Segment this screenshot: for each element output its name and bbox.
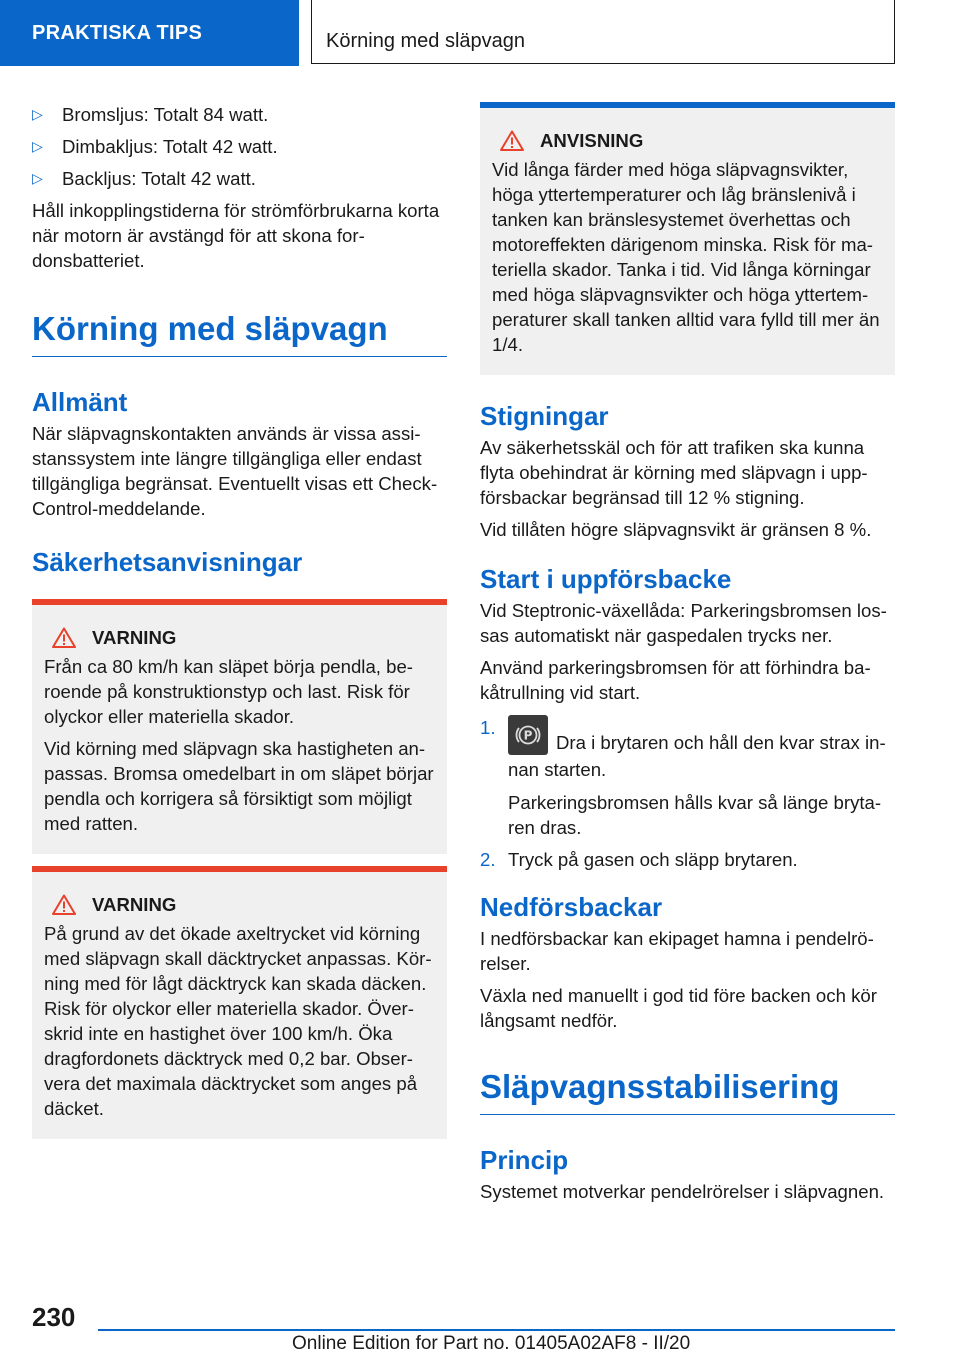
notice-text: Vid långa färder med höga släpvagnsvikter, höga yttertemperaturer och låg bränslenivå i tanken kan bränslesystemet överhettas och motoreffekten därigenom minska. Risk för materiella skador. Tanka i tid. Vid långa körningar med höga släpvagnsvikter och höga yttertemperaturer skall tanken alltid vara fylld till mer än 1/4. [492, 159, 880, 355]
inclines-paragraph: Av säkerhetsskäl och för att trafiken ska kunna flyta obehindrat är körning med släpvagn i uppförsbackar begränsad till 12 % stigning. [480, 437, 868, 508]
list-item [480, 715, 895, 840]
svg-text:P: P [523, 728, 533, 743]
warning-text: Vid körning med släpvagn ska hastigheten anpassas. Bromsa omedelbart in om släpet börjar pendla och korrigera så försiktigt som möjligt med ratten. [44, 738, 434, 834]
step-list [480, 715, 895, 872]
heading-principle: Princip [480, 1145, 569, 1175]
parking-brake-icon [508, 715, 548, 755]
hill-start-paragraph: Använd parkeringsbromsen för att förhindra bakåtrullning vid start. [480, 657, 871, 703]
warning-text: Från ca 80 km/h kan släpet börja pendla, beroende på konstruktionstyp och last. Risk för olyckor eller materiella skador. [44, 656, 413, 727]
triangle-right-icon: ▷ [32, 138, 43, 154]
downhill-paragraph: I nedförsbackar kan ekipaget hamna i pendelrörelser. [480, 928, 874, 974]
heading-general: Allmänt [32, 387, 128, 417]
page-header [0, 0, 960, 66]
inclines-paragraph: Vid tillåten högre släpvagnsvikt är gränsen 8 %. [480, 519, 872, 540]
section-heading-stabilisation: Släpvagnsstabilisering [480, 1067, 895, 1115]
step-text: Tryck på gasen och släpp brytaren. [508, 849, 798, 870]
step-number: 2. [480, 849, 496, 870]
heading-safety: Säkerhetsanvisningar [32, 547, 303, 577]
step-text: Dra i brytaren och håll den kvar strax innan starten. [508, 732, 886, 780]
heading-hill-start: Start i uppförsbacke [480, 564, 732, 594]
warning-box [32, 866, 447, 1139]
notice-label: ANVISNING [540, 130, 644, 151]
lamp-list [32, 102, 447, 191]
heading-downhill: Nedförsbackar [480, 892, 663, 922]
step-number: 1. [480, 717, 496, 738]
general-paragraph: När släpvagnskontakten används är vissa assistanssystem inte längre tillgängliga eller endast tillgängliga begränsat. Eventuellt visas ett Check-Control-meddelande. [32, 423, 438, 519]
list-item [480, 847, 895, 872]
right-column [480, 102, 895, 1204]
chapter-title: Körning med släpvagn [311, 0, 895, 64]
principle-paragraph: Systemet motverkar pendelrörelser i släpvagnen. [480, 1181, 885, 1202]
warning-label: VARNING [92, 894, 177, 915]
triangle-right-icon: ▷ [32, 106, 43, 122]
triangle-right-icon: ▷ [32, 170, 43, 186]
warning-triangle-icon [52, 627, 76, 648]
list-item: ▷ Dimbakljus: Totalt 42 watt. [32, 136, 278, 157]
heading-inclines: Stigningar [480, 401, 609, 431]
edition-text: Online Edition for Part no. 01405A02AF8 - II/20 [292, 1333, 691, 1354]
hill-start-paragraph: Vid Steptronic-växellåda: Parkeringsbromsen lossas automatiskt när gaspedalen trycks ner. [480, 600, 887, 646]
downhill-paragraph: Växla ned manuellt i god tid före backen och kör långsamt nedför. [480, 985, 877, 1031]
section-heading-trailer: Körning med släpvagn [32, 309, 447, 357]
warning-text: På grund av det ökade axeltrycket vid körning med släpvagn skall däcktrycket anpassas. Körning med för lågt däcktryck kan skada däcken. Risk för olyckor eller materiella skador. Överskrid inte en hastighet över 100 km/h. Öka dragfordonets däcktryck med 0,2 bar. Observera det maximala däcktrycket som anges på däcket. [44, 923, 432, 1119]
page-number: 230 [32, 1302, 76, 1332]
list-item: ▷ Backljus: Totalt 42 watt. [32, 168, 256, 189]
step-subtext: Parkeringsbromsen hålls kvar så länge brytaren dras. [508, 792, 882, 838]
list-item: ▷ Bromsljus: Totalt 84 watt. [32, 104, 269, 125]
warning-triangle-icon [500, 130, 524, 151]
warning-label: VARNING [92, 627, 177, 648]
left-column [32, 102, 447, 1139]
intro-paragraph: Håll inkopplingstiderna för strömförbrukarna korta när motorn är avstängd för att skona fordonsbatteriet. [32, 200, 440, 271]
warning-box [32, 599, 447, 854]
notice-box [480, 102, 895, 375]
section-tab: PRAKTISKA TIPS [0, 0, 299, 66]
warning-triangle-icon [52, 894, 76, 915]
footer-divider [98, 1329, 895, 1331]
